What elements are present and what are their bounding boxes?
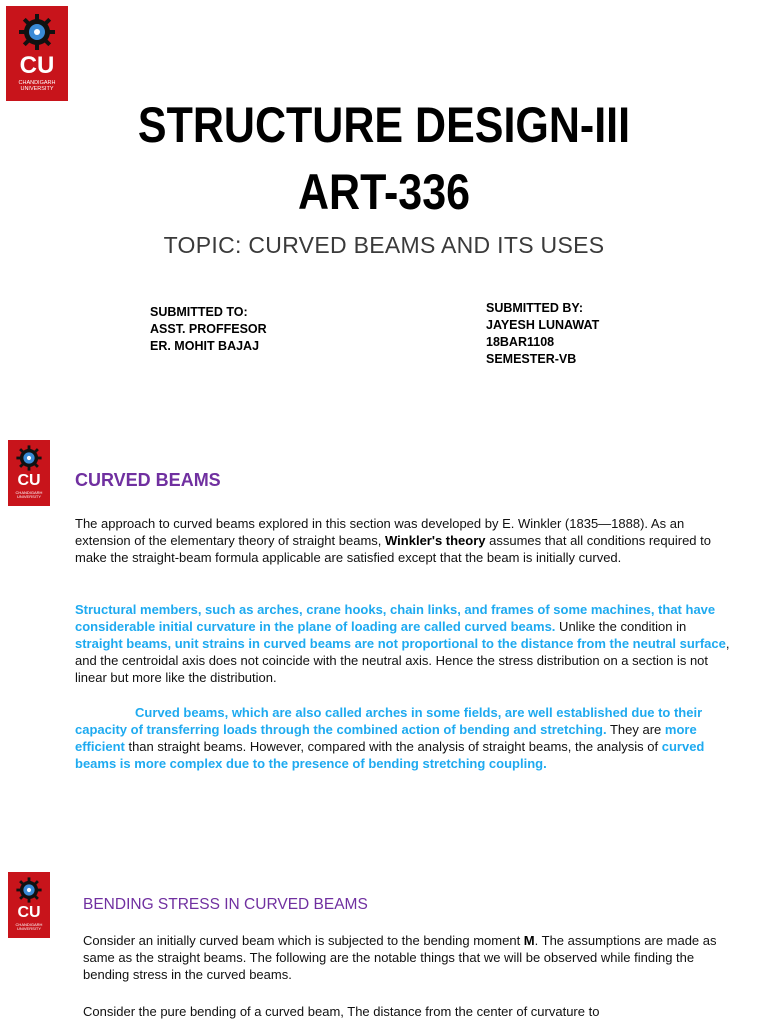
slide-1 [0,0,768,400]
paragraph-structural-members: Structural members, such as arches, crane hooks, chain links, and frames of some machines, that have considerable initial curvature in the plane of loading are called curved beams. Unlike the condition in straight beams, unit strains in curved beams are not proportional to the distance from the neutral surface, and the centroidal axis does not coincide with the neutral axis. Hence the stress distribution on a section is not linear but more like the distribution. [75,602,730,685]
paragraph-arches: Curved beams, which are also called arches in some fields, are well established due to their capacity of transferring loads through the combined action of bending and stretching. They are more efficient than straight beams. However, compared with the analysis of straight beams, the analysis of curved beams is more complex due to the presence of bending stretching coupling. [75,705,705,771]
university-logo [6,6,68,101]
logo-abbr: CU [17,904,41,921]
topic-subtitle: TOPIC: CURVED BEAMS AND ITS USES [163,232,605,258]
logo-abbr: CU [17,472,41,489]
submitted-to-block [150,304,267,355]
moment-symbol: M [523,933,535,948]
logo-abbr: CU [19,52,55,79]
logo-name: CHANDIGARH UNIVERSITY [15,490,43,500]
winkler-theory-term: Winkler's theory [385,533,486,548]
university-logo [8,872,50,938]
course-title: STRUCTURE DESIGN-III [137,97,631,153]
paragraph-bending-moment: Consider an initially curved beam which is subjected to the bending moment M. The assumptions are made as same as the straight beams. The following are the notable things that we will be observed while finding the bending stress in the curved beams. [83,933,717,982]
submitted-by-block [486,300,599,368]
paragraph-winkler: The approach to curved beams explored in this section was developed by E. Winkler (1835—1888). As an extension of the elementary theory of straight beams, Winkler's theory assumes that all conditions required to make the straight-beam formula applicable are satisfied except that the beam is initially curved. [75,516,711,565]
section-heading-curved-beams: CURVED BEAMS [75,470,221,490]
course-code: ART-336 [297,164,471,220]
paragraph-pure-bending: Consider the pure bending of a curved beam, The distance from the center of curvature to [83,1004,600,1019]
university-logo [8,440,50,506]
submitted-by-semester: SEMESTER-VB [486,352,577,366]
logo-name: CHANDIGARH UNIVERSITY [18,80,56,92]
submitted-by-label: SUBMITTED BY: [486,301,583,315]
section-heading-bending-stress: BENDING STRESS IN CURVED BEAMS [83,896,368,913]
gear-emblem-icon [15,444,43,472]
gear-emblem-icon [17,12,57,52]
gear-emblem-icon [15,876,43,904]
submitted-to-label: SUBMITTED TO: [150,305,248,319]
submitted-by-name: JAYESH LUNAWAT [486,318,600,332]
logo-name: CHANDIGARH UNIVERSITY [15,922,43,932]
submitted-by-id: 18BAR1108 [486,335,555,349]
submitted-to-role: ASST. PROFFESOR [150,322,267,336]
submitted-to-name: ER. MOHIT BAJAJ [150,339,260,353]
